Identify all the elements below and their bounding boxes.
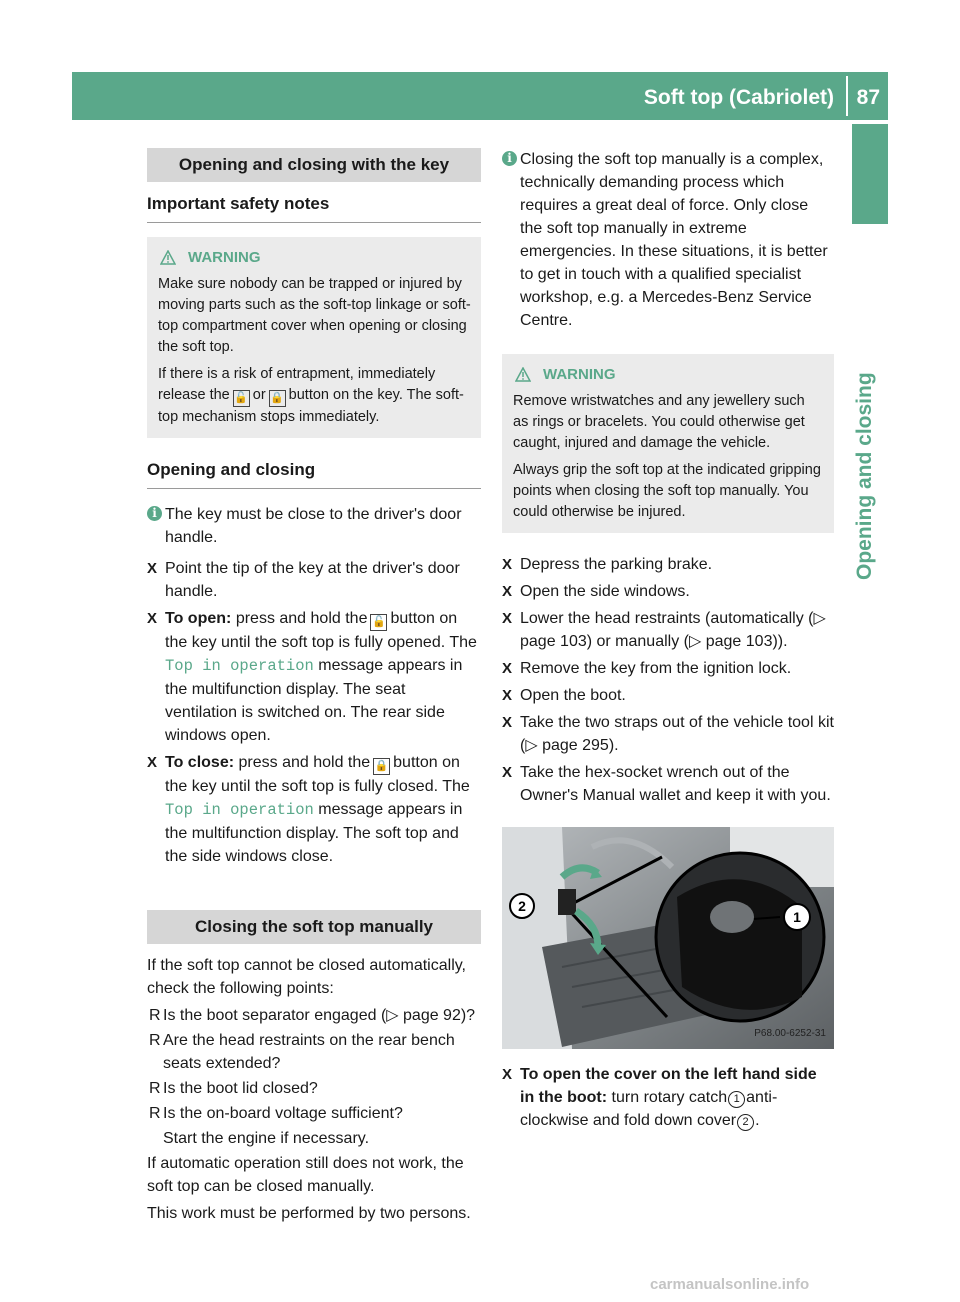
list-item-text: Is the on-board voltage sufficient?	[163, 1105, 403, 1122]
step-text: Take the two straps out of the vehicle tool kit (▷ page 295).	[520, 714, 834, 754]
step-marker-icon: X	[502, 764, 513, 781]
info-icon: i	[502, 151, 517, 166]
warning-text-part: If there is a risk of entrapment, immediately release the	[158, 366, 436, 403]
callout-1-ref: 1	[728, 1091, 745, 1108]
step-text: Point the tip of the key at the driver's door handle.	[165, 560, 460, 600]
callout-2-ref: 2	[737, 1114, 754, 1131]
left-column	[147, 148, 481, 1229]
section-banner: Opening and closing with the key	[147, 148, 481, 182]
info-icon: i	[147, 506, 162, 521]
step-marker-icon: X	[147, 610, 158, 627]
warning-triangle-icon	[515, 367, 531, 382]
list-item	[147, 1029, 481, 1075]
warning-text-part: button on the key. The soft-top mechanism stops immediately.	[158, 387, 464, 425]
info-note	[147, 503, 481, 549]
step-text: Depress the parking brake.	[520, 556, 713, 573]
step-text: Take the hex-socket wrench out of the Owner's Manual wallet and keep it with you.	[520, 764, 831, 804]
list-item-text: Is the boot separator engaged (▷ page 92)?	[163, 1007, 476, 1024]
step-item	[502, 553, 834, 576]
chapter-label: Opening and closing	[853, 372, 876, 580]
step-marker-icon: X	[502, 1066, 513, 1083]
heading-safety-notes: Important safety notes	[147, 192, 481, 223]
list-item	[147, 1004, 481, 1027]
bullet-icon: R	[149, 1080, 161, 1097]
step-item	[147, 607, 481, 747]
step-text: message appears in the multifunction display. The seat ventilation is switched on. The rear side windows open.	[165, 657, 463, 744]
step-text: press and hold the	[235, 610, 368, 627]
image-code: P68.00-6252-31	[754, 1028, 826, 1039]
warning-text: Always grip the soft top at the indicated gripping points when closing the soft top manually. You could otherwise be injured.	[513, 462, 821, 520]
unlock-icon: 🔓	[233, 390, 250, 407]
step-text: press and hold the	[238, 754, 371, 771]
step-lead: To open the cover on the left hand side in the boot:	[520, 1066, 817, 1106]
step-item	[502, 657, 834, 680]
step-marker-icon: X	[502, 714, 513, 731]
step-lead: To close:	[165, 754, 235, 771]
step-item	[502, 684, 834, 707]
step-item	[502, 1063, 834, 1132]
section-title: Soft top (Cabriolet)	[643, 86, 834, 109]
heading-opening-closing: Opening and closing	[147, 458, 481, 489]
warning-label: WARNING	[188, 249, 261, 266]
header-bar	[72, 72, 888, 120]
boot-illustration	[502, 827, 834, 1049]
step-text: Remove the key from the ignition lock.	[520, 660, 792, 677]
warning-text-2	[158, 364, 471, 428]
warning-label: WARNING	[543, 366, 616, 383]
step-text: Lower the head restraints (automatically (▷ page 103) or manually (▷ page 103)).	[520, 610, 826, 650]
warning-text: Make sure nobody can be trapped or injured by moving parts such as the soft-top linkage or soft-top compartment cover when opening or closing the soft top.	[158, 276, 471, 355]
step-text: turn rotary catch	[611, 1089, 728, 1106]
callout-2: 2	[518, 898, 526, 914]
step-text: Open the boot.	[520, 687, 626, 704]
intro-text: If the soft top cannot be closed automatically, check the following points:	[147, 957, 466, 997]
step-item	[147, 751, 481, 868]
warning-box	[147, 237, 481, 438]
step-text: button on the key until the soft top is fully closed. The	[165, 754, 470, 795]
step-item	[502, 761, 834, 807]
list-item	[147, 1077, 481, 1100]
warning-text: Remove wristwatches and any jewellery such as rings or bracelets. You could otherwise get caught, injured and damage the vehicle.	[513, 393, 805, 451]
info-note	[502, 148, 834, 332]
body-text: This work must be performed by two persons.	[147, 1205, 471, 1222]
lock-icon: 🔒	[373, 758, 390, 775]
bullet-icon: R	[149, 1007, 161, 1024]
list-item-text: Start the engine if necessary.	[163, 1130, 370, 1147]
step-marker-icon: X	[502, 687, 513, 704]
warning-triangle-icon	[160, 250, 176, 265]
watermark-url: carmanualsonline.info	[650, 1276, 810, 1293]
warning-box	[502, 354, 834, 533]
step-item	[502, 607, 834, 653]
warning-text-part: or	[252, 387, 266, 403]
step-marker-icon: X	[147, 754, 158, 771]
bullet-icon: R	[149, 1105, 161, 1122]
step-item	[147, 557, 481, 603]
page-number: 87	[856, 86, 880, 109]
right-column	[502, 148, 834, 1136]
bullet-icon: R	[149, 1032, 161, 1049]
step-text: .	[755, 1112, 760, 1129]
info-text: The key must be close to the driver's door handle.	[165, 506, 462, 546]
unlock-icon: 🔓	[370, 614, 387, 631]
step-marker-icon: X	[502, 610, 513, 627]
list-item	[147, 1102, 481, 1125]
display-message: Top in operation	[165, 657, 314, 675]
step-text: Open the side windows.	[520, 583, 690, 600]
step-marker-icon: X	[147, 560, 158, 577]
list-item-text: Is the boot lid closed?	[163, 1080, 318, 1097]
step-text: anti-clockwise and fold down cover	[520, 1089, 778, 1129]
chapter-tab	[852, 124, 888, 224]
body-text: If automatic operation still does not work, the soft top can be closed manually.	[147, 1155, 464, 1195]
step-lead: To open:	[165, 610, 232, 627]
warning-header	[158, 247, 471, 268]
section-banner: Closing the soft top manually	[147, 910, 481, 944]
step-marker-icon: X	[502, 583, 513, 600]
step-item	[502, 711, 834, 757]
step-text: button on the key until the soft top is fully opened. The	[165, 610, 477, 651]
boot-cover-photo	[502, 827, 834, 1049]
header-divider	[846, 76, 848, 116]
step-text: message appears in the multifunction display. The soft top and the side windows close.	[165, 801, 463, 865]
step-marker-icon: X	[502, 660, 513, 677]
warning-header	[513, 364, 824, 385]
step-marker-icon: X	[502, 556, 513, 573]
list-item-note	[147, 1127, 481, 1150]
callout-1: 1	[793, 909, 801, 925]
lock-icon: 🔒	[269, 390, 286, 407]
step-item	[502, 580, 834, 603]
list-item-text: Are the head restraints on the rear bench seats extended?	[163, 1032, 455, 1072]
info-text: Closing the soft top manually is a complex, technically demanding process which requires a great deal of force. Only close the soft top manually in extreme emergencies. In these situations, it is better to get in touch with a qualified specialist workshop, e.g. a Mercedes-Benz Service Centre.	[520, 151, 828, 329]
display-message: Top in operation	[165, 801, 314, 819]
